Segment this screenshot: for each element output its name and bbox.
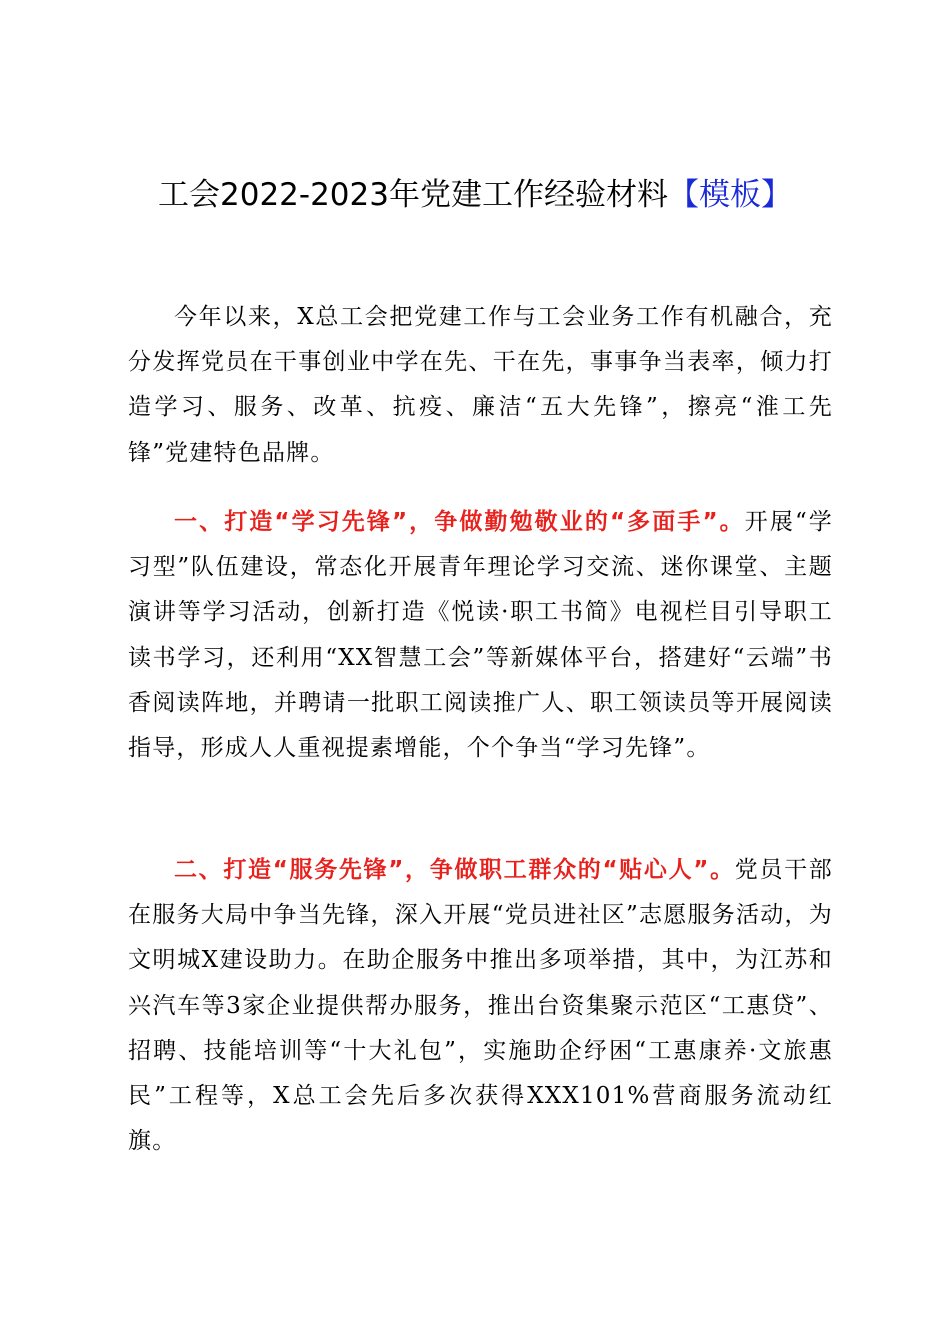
section-two-paragraph [128, 848, 833, 1164]
paragraph-text: 今年以来，X总工会把党建工作与工会业务工作有机融合，充分发挥党员在干事创业中学在先、干在先，事事争当表率，倾力打造学习、服务、改革、抗疫、廉洁“五大先锋”，擦亮“淮工先锋”党建特色品牌。 [128, 304, 833, 466]
paragraph-text: 开展“学习型”队伍建设，常态化开展青年理论学习交流、迷你课堂、主题演讲等学习活动，创新打造《悦读·职工书简》电视栏目引导职工读书学习，还利用“XX智慧工会”等新媒体平台，搭建好“云端”书香阅读阵地，并聘请一批职工阅读推广人、职工领读员等开展阅读指导，形成人人重视提素增能，个个争当“学习先锋”。 [128, 509, 834, 762]
title-tag: 【模板】 [667, 177, 792, 213]
paragraph-text: 党员干部在服务大局中争当先锋，深入开展“党员进社区”志愿服务活动，为文明城X建设助力。在助企服务中推出多项举措，其中，为江苏和兴汽车等3家企业提供帮办服务，推出台资集聚示范区“工惠贷”、招聘、技能培训等“十大礼包”，实施助企纾困“工惠康养·文旅惠民”工程等，X总工会先后多次获得XXX101%营商服务流动红旗。 [128, 857, 834, 1155]
document-title [0, 170, 950, 220]
intro-paragraph [128, 295, 833, 476]
section-one-paragraph [128, 500, 833, 771]
title-text: 工会2022-2023年党建工作经验材料 [158, 177, 668, 213]
section-heading: 二、打造“服务先锋”，争做职工群众的“贴心人”。 [174, 857, 735, 883]
section-heading: 一、打造“学习先锋”，争做勤勉敬业的“多面手”。 [174, 509, 745, 535]
